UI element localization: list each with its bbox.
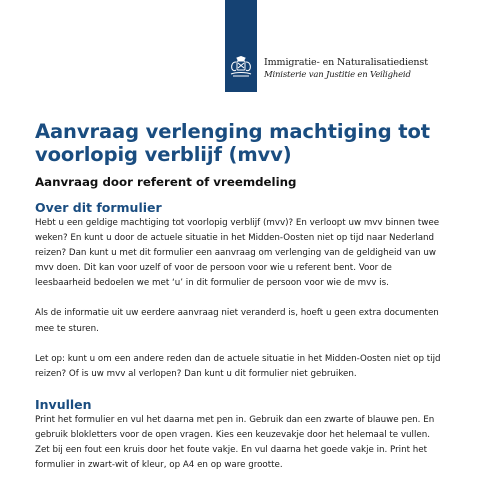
header-logo: [0, 0, 480, 95]
section-heading-fill: Invullen: [35, 396, 92, 412]
about-paragraph-2: Als de informatie uit uw eerdere aanvraag niet veranderd is, hoeft u geen extra documenten mee te sturen.: [35, 308, 439, 334]
page-title: Aanvraag verlenging machtiging tot voorlopig verblijf (mvv): [35, 120, 430, 166]
document-body: [35, 120, 445, 473]
fill-paragraph-1: Print het formulier en vul het daarna met pen in. Gebruik dan een zwarte of blauwe pen. En gebruik blokletters voor de open vragen. Kies een keuzevakje door het helemaal te vullen. Zet bij een fout een kruis door het foute vakje. En vul daarna het goede vakje in. Print het formulier in zwart-wit of kleur, op A4 en op ware grootte.: [35, 414, 435, 471]
about-paragraph-3: Let op: kunt u om een andere reden dan de actuele situatie in het Midden-Oosten niet op tijd reizen? Of is uw mvv al verlopen? Dan kunt u dit formulier niet gebruiken.: [35, 353, 441, 379]
coat-of-arms-icon: [229, 56, 253, 78]
org-name: Immigratie- en Naturalisatiedienst: [264, 57, 428, 68]
logo-bar: [225, 0, 257, 92]
page-subtitle: Aanvraag door referent of vreemdeling: [35, 175, 297, 189]
ministry-name: Ministerie van Justitie en Veiligheid: [264, 70, 411, 80]
about-paragraph-1: Hebt u een geldige machtiging tot voorlopig verblijf (mvv)? En verloopt uw mvv binnen twee weken? En kunt u door de actuele situatie in het Midden-Oosten niet op tijd naar Nederland reizen? Dan kunt u met dit formulier een aanvraag om verlenging van de geldigheid van uw mvv doen. Dit kan voor uzelf of voor de persoon voor wie u referent bent. Voor de leesbaarheid bedoelen we met ‘u’ in dit formulier de persoon voor wie de mvv is.: [35, 218, 440, 289]
section-heading-about: Over dit formulier: [35, 200, 162, 215]
